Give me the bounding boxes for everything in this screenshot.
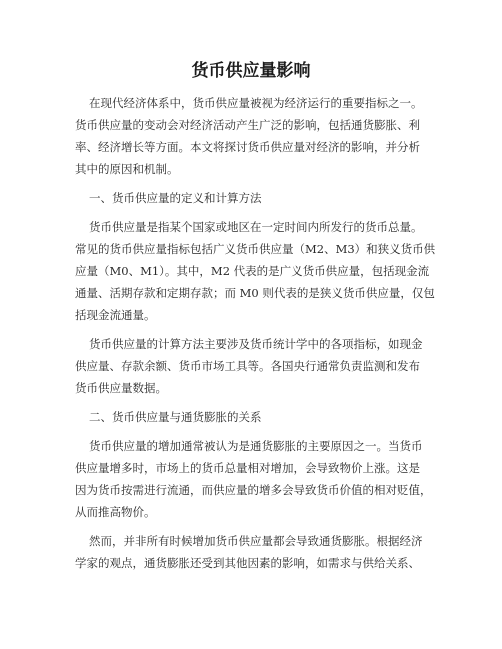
paragraph-1-line-1: 在现代经济体系中，货币供应量被视为经济运行的重要指标之一。	[89, 96, 423, 110]
paragraph-3-line-2: 供应量、存款余额、货币市场工具等。各国央行通常负责监测和发布	[75, 359, 420, 373]
document-title: 货币供应量影响	[191, 61, 311, 81]
paragraph-3-line-1: 货币供应量的计算方法主要涉及货币统计学中的各项指标，如现金	[89, 337, 423, 351]
paragraph-2-line-4: 通量、活期存款和定期存款；而 M0 则代表的是狭义货币供应量，仅包	[75, 286, 435, 300]
paragraph-1-line-4: 其中的原因和机制。	[75, 162, 179, 176]
paragraph-3-line-3: 货币供应量数据。	[75, 381, 167, 395]
paragraph-4-line-3: 因为货币按需进行流通，而供应量的增多会导致货币价值的相对贬值，	[75, 483, 432, 497]
paragraph-2-line-5: 括现金流通量。	[75, 308, 156, 322]
paragraph-1-line-3: 率、经济增长等方面。本文将探讨货币供应量对经济的影响，并分析	[75, 140, 420, 154]
paragraph-2-line-3: 应量（M0、M1）。其中，M2 代表的是广义货币供应量，包括现金流	[75, 264, 430, 278]
section-heading-1: 一、货币供应量的定义和计算方法	[89, 191, 262, 205]
paragraph-4-line-1: 货币供应量的增加通常被认为是通货膨胀的主要原因之一。当货币	[89, 439, 423, 453]
paragraph-2-line-2: 常见的货币供应量指标包括广义货币供应量（M2、M3）和狭义货币供	[75, 242, 436, 256]
paragraph-4-line-2: 供应量增多时，市场上的货币总量相对增加，会导致物价上涨。这是	[75, 461, 420, 475]
paragraph-4-line-4: 从而推高物价。	[75, 505, 156, 519]
paragraph-2-line-1: 货币供应量是指某个国家或地区在一定时间内所发行的货币总量。	[89, 220, 423, 234]
paragraph-5-line-2: 学家的观点，通货膨胀还受到其他因素的影响，如需求与供给关系、	[75, 556, 420, 570]
paragraph-5-line-1: 然而，并非所有时候增加货币供应量都会导致通货膨胀。根据经济	[89, 534, 423, 548]
paragraph-1-line-2: 货币供应量的变动会对经济活动产生广泛的影响，包括通货膨胀、利	[75, 118, 420, 132]
section-heading-2: 二、货币供应量与通货膨胀的关系	[89, 410, 262, 424]
